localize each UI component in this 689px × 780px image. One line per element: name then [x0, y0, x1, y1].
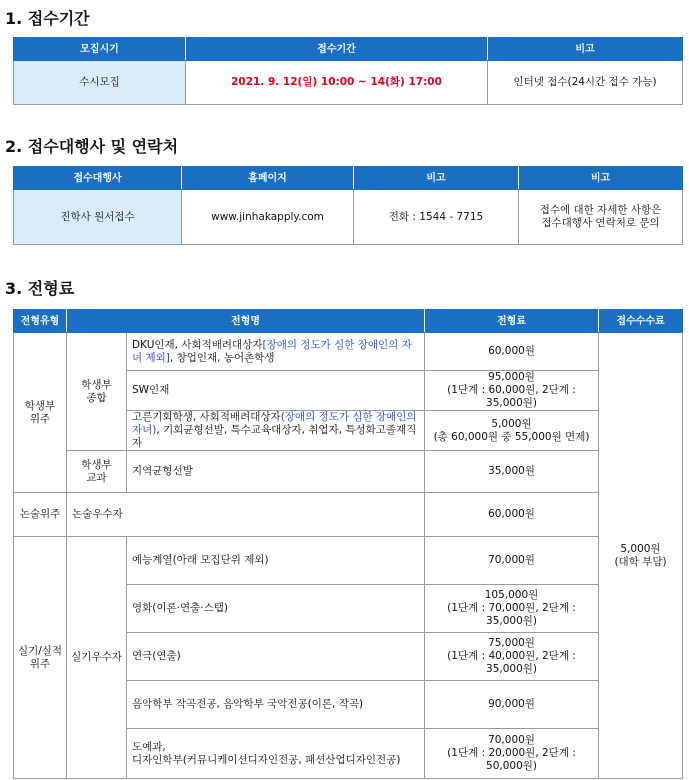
r10-fee-detail: (1단계 : 20,000원, 2단계 : 50,000원)	[447, 747, 576, 772]
contact-note-line1: 접수에 대한 자세한 사항은	[539, 204, 662, 216]
r1-fee-cell: 60,000원	[425, 333, 599, 371]
contact-note-line2: 접수대행사 연락처로 문의	[541, 217, 660, 229]
r3-name-cell	[127, 411, 425, 451]
r10-name-cell	[127, 729, 425, 779]
commission-cell	[599, 333, 683, 779]
header-commission: 접수수수료	[599, 310, 683, 333]
r8-fee: 75,000원	[488, 637, 535, 649]
r3-name-highlight: (장애의 정도가 심한 장애인의 자녀)	[132, 411, 417, 436]
r9-name-cell: 음악학부 작곡전공, 음악학부 국악전공(이론, 작곡)	[127, 681, 425, 729]
r1-name-text: DKU인재, 사회적배려대상자	[132, 338, 263, 351]
dates-cell: 2021. 9. 12(일) 10:00 ~ 14(화) 17:00	[186, 61, 488, 105]
section1-title: 1. 접수기간	[5, 9, 90, 28]
r5-fee-cell: 60,000원	[425, 493, 599, 537]
header-homepage: 홈페이지	[182, 167, 354, 190]
r2-fee: 95,000원	[488, 371, 535, 383]
r8-fee-cell	[425, 633, 599, 681]
header-dates: 접수기간	[186, 38, 488, 61]
r9-fee-cell: 90,000원	[425, 681, 599, 729]
r1-name-highlight: [장애의 정도가 심한 장애인의 자녀 제외]	[132, 338, 412, 364]
sub-comprehensive-cell: 학생부 종합	[67, 333, 127, 451]
type-student-cell: 학생부 위주	[14, 333, 67, 493]
header-agency: 접수대행사	[14, 167, 182, 190]
r3-fee-cell	[425, 411, 599, 451]
r3-name-rest: , 기회균형선발, 특수교육대상자, 취업자, 특성화고졸재직자	[132, 424, 417, 449]
header-period: 모집시기	[14, 38, 186, 61]
r10-fee-cell	[425, 729, 599, 779]
header-note-2: 비고	[519, 167, 683, 190]
agency-table	[13, 166, 683, 245]
r1-name-rest: , 창업인재, 농어촌학생	[169, 351, 275, 364]
r10-name-line1: 도예과,	[132, 740, 166, 753]
sub-subject-cell: 학생부 교과	[67, 451, 127, 493]
header-note-1: 비고	[354, 167, 519, 190]
r10-fee: 70,000원	[488, 734, 535, 746]
type-essay-cell: 논술위주	[14, 493, 67, 537]
r6-fee-cell: 70,000원	[425, 537, 599, 585]
r2-name-cell: SW인재	[127, 371, 425, 411]
r1-name-cell	[127, 333, 425, 371]
type-practical-cell: 실기/실적 위주	[14, 537, 67, 779]
r3-name-text: 고른기회학생, 사회적배려대상자	[132, 411, 281, 423]
r7-name-cell: 영화(이론·연출·스탭)	[127, 585, 425, 633]
r3-fee: 5,000원	[491, 417, 532, 430]
commission-note: (대학 부담)	[614, 555, 667, 568]
r7-fee-detail: (1단계 : 70,000원, 2단계 : 35,000원)	[447, 602, 576, 627]
homepage-cell: www.jinhakapply.com	[182, 190, 354, 245]
r10-name-line2: 디자인학부(커뮤니케이션디자인전공, 패션산업디자인전공)	[132, 753, 401, 766]
commission-amount: 5,000원	[620, 542, 661, 555]
application-period-table	[13, 37, 683, 105]
r3-fee-detail: (총 60,000원 중 55,000원 면제)	[433, 430, 590, 443]
r7-fee-cell	[425, 585, 599, 633]
period-cell: 수시모집	[14, 61, 186, 105]
contact-note-cell	[519, 190, 683, 245]
fee-table	[13, 309, 683, 779]
sub-practical-cell: 실기우수자	[67, 537, 127, 779]
section3-title: 3. 전형료	[5, 279, 75, 298]
header-name: 전형명	[67, 310, 425, 333]
agency-cell: 진학사 원서접수	[14, 190, 182, 245]
r8-fee-detail: (1단계 : 40,000원, 2단계 : 35,000원)	[447, 650, 576, 675]
r8-name-cell: 연극(연출)	[127, 633, 425, 681]
r6-name-cell: 예능계열(아래 모집단위 제외)	[127, 537, 425, 585]
header-fee: 전형료	[425, 310, 599, 333]
r4-fee-cell: 35,000원	[425, 451, 599, 493]
phone-cell: 전화 : 1544 - 7715	[354, 190, 519, 245]
section2-title: 2. 접수대행사 및 연락처	[5, 137, 179, 156]
r7-fee: 105,000원	[484, 589, 539, 601]
r2-fee-cell	[425, 371, 599, 411]
r2-fee-detail: (1단계 : 60,000원, 2단계 : 35,000원)	[447, 384, 576, 409]
header-note: 비고	[488, 38, 683, 61]
r4-name-cell: 지역균형선발	[127, 451, 425, 493]
note-cell: 인터넷 접수(24시간 접수 가능)	[488, 61, 683, 105]
header-type: 전형유형	[14, 310, 67, 333]
essay-name-cell: 논술우수자	[67, 493, 425, 537]
